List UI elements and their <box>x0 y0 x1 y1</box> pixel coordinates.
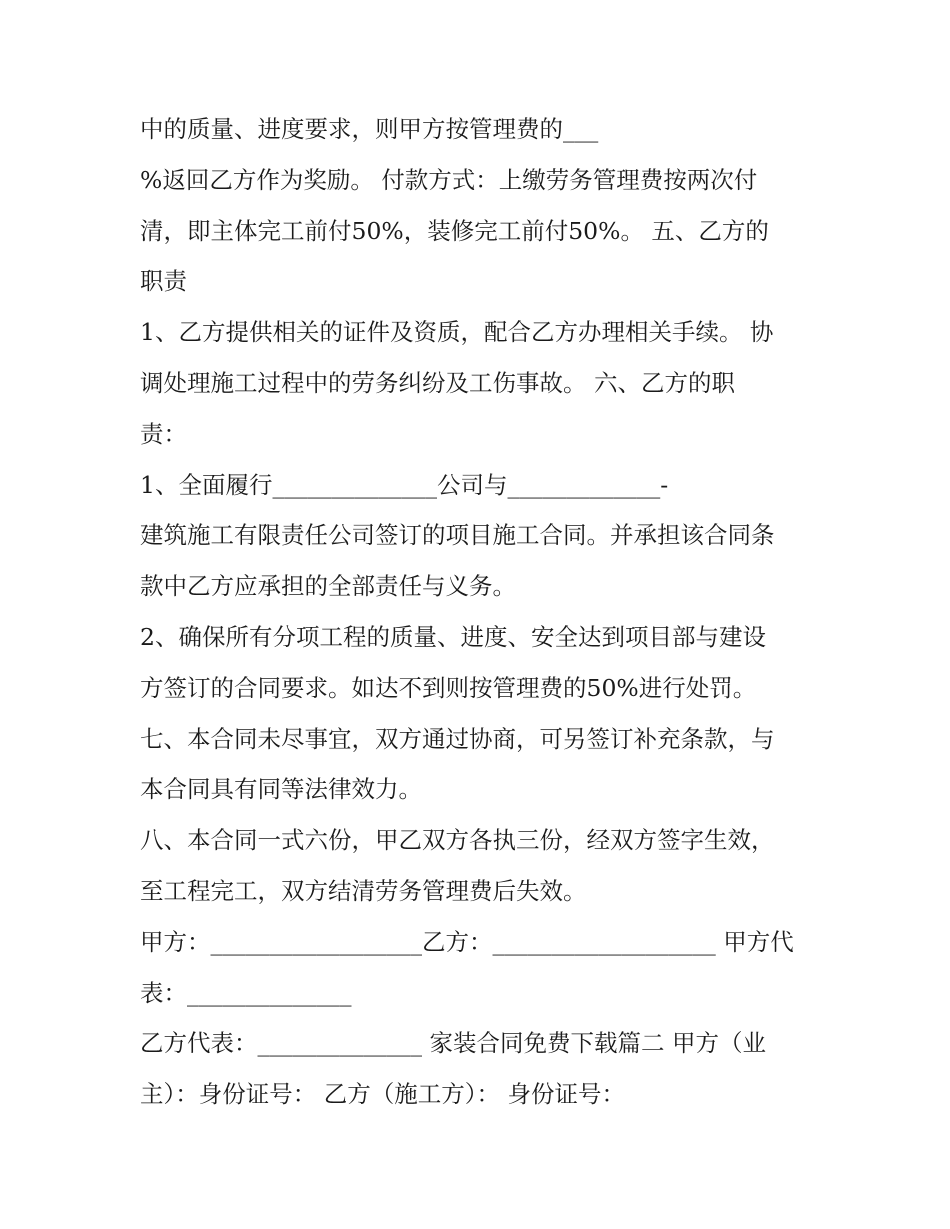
text-line: 本合同具有同等法律效力。 <box>140 775 422 804</box>
text-line: 1、全面履行______________公司与_____________- <box>140 470 669 499</box>
text-line: 职责 <box>140 267 187 296</box>
text-line: 清，即主体完工前付50%，装修完工前付50%。 五、乙方的 <box>140 216 769 245</box>
text-line: 中的质量、进度要求，则甲方按管理费的___ <box>140 115 599 143</box>
text-line: 方签订的合同要求。如达不到则按管理费的50%进行处罚。 <box>140 673 757 702</box>
text-line: 八、本合同一式六份，甲乙双方各执三份，经双方签字生效， <box>140 826 775 855</box>
document-body <box>140 104 820 1120</box>
text-line: 七、本合同未尽事宜，双方通过协商，可另签订补充条款，与 <box>140 724 775 753</box>
text-line: 责： <box>140 419 187 448</box>
text-line: 主）：身份证号： 乙方（施工方）： 身份证号： <box>140 1080 625 1109</box>
text-line: 乙方代表：______________ 家装合同免费下载篇二 甲方（业 <box>140 1029 766 1058</box>
text-line: 至工程完工，双方结清劳务管理费后失效。 <box>140 876 587 905</box>
text-line: 1、乙方提供相关的证件及资质，配合乙方办理相关手续。 协 <box>140 318 774 347</box>
text-line: 调处理施工过程中的劳务纠纷及工伤事故。 六、乙方的职 <box>140 368 735 397</box>
text-line: 建筑施工有限责任公司签订的项目施工合同。并承担该合同条 <box>140 521 775 550</box>
text-line: 表：______________ <box>140 978 352 1007</box>
text-line: 2、确保所有分项工程的质量、进度、安全达到项目部与建设 <box>140 622 766 651</box>
text-line: 款中乙方应承担的全部责任与义务。 <box>140 572 516 601</box>
text-line: %返回乙方作为奖励。 付款方式：上缴劳务管理费按两次付 <box>140 165 758 194</box>
text-line: 甲方：__________________乙方：___________________ 甲方代 <box>140 927 794 956</box>
